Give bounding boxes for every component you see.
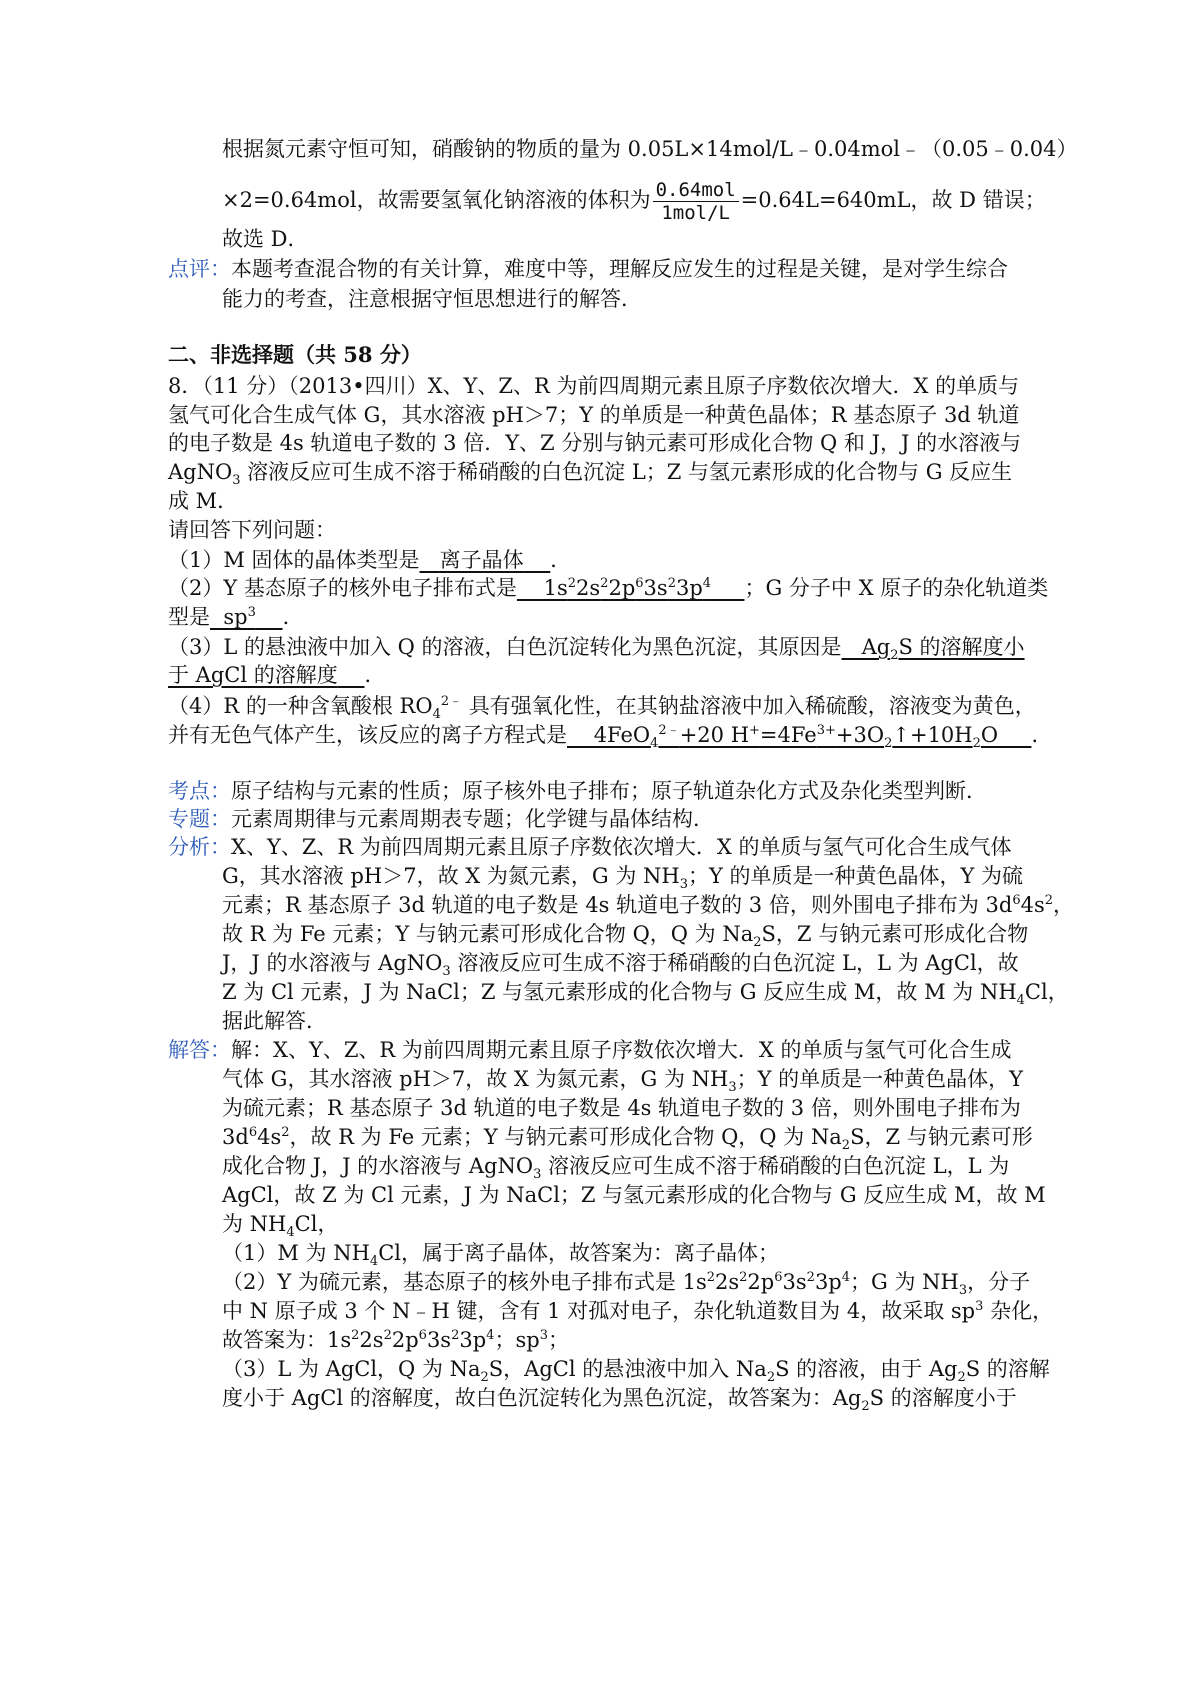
prev-solution-text: ×2=0.64mol，故需要氢氧化钠溶液的体积为 — [222, 188, 651, 212]
jieda-text: 杂化， — [983, 1299, 1054, 1323]
jieda-text: 为 NH — [222, 1212, 287, 1236]
question-line-3: 的电子数是 4s 轨道电子数的 3 倍．Y、Z 分别与钠元素可形成化合物 Q 和 J，J 的水溶液与 — [168, 431, 1022, 455]
punctuation: ． — [282, 605, 304, 629]
sub-question-4b — [168, 720, 1052, 750]
answer-3-text: 于 AgCl 的溶解度 — [168, 663, 338, 687]
fenxi-text: Z 为 Cl 元素，J 为 NaCl；Z 与氢元素形成的化合物与 G 反应生成 M，故 M 为 NH — [222, 980, 1017, 1004]
jieda-line-5: 成化合物 J，J 的水溶液与 AgNO$_3$ 溶液反应可生成不溶于稀硝酸的白色沉淀 L，L 为 — [222, 1154, 1010, 1183]
kaodian-text: 原子结构与元素的性质；原子核外电子排布；原子轨道杂化方式及杂化类型判断． — [231, 779, 987, 803]
answer-blank-sp3: $sp^3$ — [210, 605, 256, 629]
jieda-text: S 的溶液，由于 Ag — [775, 1357, 958, 1381]
sub-question-2b — [168, 602, 304, 632]
comment-line-2: 能力的考查，注意根据守恒思想进行的解答． — [222, 287, 642, 311]
question-prompt: 请回答下列问题： — [168, 518, 336, 542]
fraction-denominator: 1mol/L — [661, 202, 730, 224]
jieda-text: 故答案为： — [222, 1328, 327, 1352]
jieda-text: S，AgCl 的悬浊液中加入 Na — [488, 1357, 767, 1381]
jieda-text: Cl， — [294, 1212, 339, 1236]
jieda-text: 气体 G，其水溶液 pH＞7，故 X 为氮元素，G 为 NH — [222, 1067, 729, 1091]
subscript: 2 — [890, 648, 899, 664]
fenxi-line-1 — [168, 832, 1012, 862]
question-line-2: 氢气可化合生成气体 G，其水溶液 pH＞7；Y 的单质是一种黄色晶体；R 基态原子 3d 轨道 — [168, 403, 1020, 427]
jieda-answer-2c: 故答案为：$1s^22s^22p^63s^23p^4$；$sp^3$； — [222, 1328, 569, 1352]
sub-question-3b — [168, 660, 385, 690]
jieda-line-1 — [168, 1035, 1012, 1065]
jieda-text: （2）Y 为硫元素，基态原子的核外电子排布式是 — [222, 1270, 683, 1294]
fenxi-text: G，其水溶液 pH＞7，故 X 为氮元素，G 为 NH — [222, 864, 680, 888]
jieda-text: ，分子 — [967, 1270, 1031, 1294]
jieda-text: ，故 R 为 Fe 元素；Y 与钠元素可形成化合物 Q，Q 为 Na — [289, 1125, 842, 1149]
jieda-text: 溶液反应可生成不溶于稀硝酸的白色沉淀 L，L 为 — [541, 1154, 1010, 1178]
jieda-text: S，Z 与钠元素可形 — [850, 1125, 1033, 1149]
jieda-text: Cl，属于离子晶体，故答案为：离子晶体； — [378, 1241, 779, 1265]
jieda-answer-3b: 度小于 AgCl 的溶解度，故白色沉淀转化为黑色沉淀，故答案为：$Ag_2S$ 的溶解度小于 — [222, 1386, 1017, 1415]
answer-1: 离子晶体 — [439, 548, 524, 572]
fenxi-text: 故 R 为 Fe 元素；Y 与钠元素可形成化合物 Q，Q 为 Na — [222, 922, 754, 946]
formula-agno3: AgNO — [168, 460, 233, 484]
sub-question-text: （2）Y 基态原子的核外电子排布式是 — [168, 576, 517, 600]
fenxi-text: Cl， — [1024, 980, 1069, 1004]
fenxi-line-2: G，其水溶液 pH＞7，故 X 为氮元素，G 为 $NH_3$；Y 的单质是一种黄色晶体，Y 为硫 — [222, 864, 1024, 893]
sub-question-text: ；G 分子中 X 原子的杂化轨道类 — [744, 576, 1049, 600]
sub-question-text: （3）L 的悬浊液中加入 Q 的溶液，白色沉淀转化为黑色沉淀，其原因是 — [168, 635, 842, 659]
fenxi-label: 分析： — [168, 835, 231, 859]
jieda-text: 解：X、Y、Z、R 为前四周期元素且原子序数依次增大．X 的单质与氢气可化合生成 — [231, 1038, 1012, 1062]
question-line-5: 成 M． — [168, 489, 239, 513]
jieda-text: 中 N 原子成 3 个 N﹣H 键，含有 1 对孤对电子，杂化轨道数目为 4，故采取 sp — [222, 1299, 976, 1323]
kaodian-label: 考点： — [168, 779, 231, 803]
answer-blank-3 — [842, 635, 1025, 664]
fenxi-line-4: 故 R 为 Fe 元素；Y 与钠元素可形成化合物 Q，Q 为 $Na_2S$，Z 与钠元素可形成化合物 — [222, 922, 1029, 951]
jieda-label: 解答： — [168, 1038, 231, 1062]
jieda-text: ； — [547, 1328, 569, 1352]
jieda-text: ；G 为 NH — [850, 1270, 959, 1294]
fenxi-text: S，Z 与钠元素可形成化合物 — [761, 922, 1029, 946]
answer-blank-4: 4FeO$_4^{2﹣}$+20 $H^+=4Fe^{3+}+3O_2↑+10H_2O$ — [567, 723, 1032, 752]
zhuanti-label: 专题： — [168, 807, 231, 831]
fenxi-text: ；Y 的单质是一种黄色晶体，Y 为硫 — [687, 864, 1024, 888]
sub-question-text: （1）M 固体的晶体类型是 — [168, 548, 420, 572]
jieda-text: S 的溶解度小于 — [869, 1386, 1017, 1410]
answer-3-text: S 的溶解度小 — [898, 635, 1025, 659]
fenxi-text: J，J 的水溶液与 AgNO — [222, 951, 443, 975]
fraction-numerator: 0.64mol — [653, 179, 739, 202]
comment-line-1 — [168, 254, 1008, 284]
kaodian-line — [168, 776, 987, 806]
answer-3-text: Ag — [861, 635, 891, 659]
jieda-line-7: 为 $NH_4Cl$， — [222, 1212, 339, 1241]
comment-text: 本题考查混合物的有关计算，难度中等，理解反应发生的过程是关键，是对学生综合 — [231, 257, 1008, 281]
question-line-1: 8．（11 分）（2013•四川）X、Y、Z、R 为前四周期元素且原子序数依次增大．X 的单质与 — [168, 374, 1020, 398]
fenxi-line-5: J，J 的水溶液与 AgNO$_3$ 溶液反应可生成不溶于稀硝酸的白色沉淀 L，L 为 AgCl，故 — [222, 951, 1019, 980]
prev-solution-line-1: 根据氮元素守恒可知，硝酸钠的物质的量为 0.05L×14mol/L﹣0.04mol﹣（0.05﹣0.04） — [222, 137, 1078, 161]
sub-question-text: （4）R 的一种含氧酸根 RO — [168, 694, 433, 718]
jieda-answer-1: （1）M 为 $NH_4Cl$，属于离子晶体，故答案为：离子晶体； — [222, 1241, 779, 1270]
jieda-line-3: 为硫元素；R 基态原子 3d 轨道的电子数是 4s 轨道电子数的 3 倍，则外围电子排布为 — [222, 1096, 1021, 1120]
sub-question-3 — [168, 632, 1025, 662]
section-title: 二、非选择题（共 58 分） — [168, 342, 422, 367]
punctuation: ． — [1031, 723, 1053, 747]
zhuanti-text: 元素周期律与元素周期表专题；化学键与晶体结构． — [231, 807, 714, 831]
jieda-text: 成化合物 J，J 的水溶液与 AgNO — [222, 1154, 534, 1178]
answer-blank-1 — [420, 548, 551, 572]
sub-question-text: 型是 — [168, 605, 210, 629]
prev-solution-text: =0.64L=640mL，故 D 错误； — [740, 188, 1046, 212]
fenxi-text: 元素；R 基态原子 3d 轨道的电子数是 4s 轨道电子数的 3 倍，则外围电子排布为 3d — [222, 893, 1013, 917]
comment-label: 点评： — [168, 257, 231, 281]
zhuanti-line — [168, 804, 714, 834]
subscript: 3 — [232, 473, 241, 489]
question-text: 溶液反应可生成不溶于稀硝酸的白色沉淀 L；Z 与氢元素形成的化合物与 G 反应生 — [240, 460, 1013, 484]
answer-blank-2: $1s^22s^22p^63s^23p^4$ — [516, 576, 712, 600]
prev-solution-line-3: 故选 D． — [222, 227, 309, 251]
jieda-text: ；sp — [494, 1328, 540, 1352]
fenxi-text: X、Y、Z、R 为前四周期元素且原子序数依次增大．X 的单质与氢气可化合生成气体 — [231, 835, 1012, 859]
jieda-line-2: 气体 G，其水溶液 pH＞7，故 X 为氮元素，G 为 $NH_3$；Y 的单质是一种黄色晶体，Y — [222, 1067, 1024, 1096]
jieda-text: ；Y 的单质是一种黄色晶体，Y — [736, 1067, 1024, 1091]
jieda-line-4: $3d^64s^2$，故 R 为 Fe 元素；Y 与钠元素可形成化合物 Q，Q 为 $Na_2S$，Z 与钠元素可形 — [222, 1125, 1033, 1154]
fenxi-line-7: 据此解答． — [222, 1009, 327, 1033]
jieda-answer-2: （2）Y 为硫元素，基态原子的核外电子排布式是 $1s^22s^22p^63s^23p^4$；G 为 $NH_3$，分子 — [222, 1270, 1031, 1299]
sub-question-2 — [168, 573, 1048, 603]
jieda-text: （1）M 为 NH — [222, 1241, 370, 1265]
prev-solution-line-2 — [222, 179, 1046, 224]
fenxi-line-3: 元素；R 基态原子 3d 轨道的电子数是 4s 轨道电子数的 3 倍，则外围电子排布为 $3d^64s^2$， — [222, 893, 1075, 917]
question-line-4 — [168, 457, 1012, 487]
sub-question-text: 具有强氧化性，在其钠盐溶液中加入稀硫酸，溶液变为黄色， — [462, 694, 1036, 718]
jieda-text: S 的溶解 — [965, 1357, 1050, 1381]
punctuation: ． — [364, 663, 386, 687]
sub-question-text: 并有无色气体产生，该反应的离子方程式是 — [168, 723, 567, 747]
fenxi-line-6: Z 为 Cl 元素，J 为 NaCl；Z 与氢元素形成的化合物与 G 反应生成 M，故 M 为 $NH_4Cl$， — [222, 980, 1069, 1009]
punctuation: ． — [550, 548, 572, 572]
fenxi-text: 溶液反应可生成不溶于稀硝酸的白色沉淀 L，L 为 AgCl，故 — [450, 951, 1019, 975]
jieda-answer-3: （3）L 为 AgCl，Q 为 $Na_2S$，AgCl 的悬浊液中加入 $Na_2S$ 的溶液，由于 $Ag_2S$ 的溶解 — [222, 1357, 1050, 1386]
sub-question-1 — [168, 545, 571, 575]
sub-question-4: （4）R 的一种含氧酸根 $RO_4^{2﹣}$ 具有强氧化性，在其钠盐溶液中加入稀硫酸，溶液变为黄色， — [168, 694, 1036, 723]
jieda-line-6: AgCl，故 Z 为 Cl 元素，J 为 NaCl；Z 与氢元素形成的化合物与 G 反应生成 M，故 M — [222, 1183, 1046, 1207]
volume-fraction — [653, 179, 739, 224]
answer-blank-3-cont — [168, 663, 364, 687]
jieda-text: （3）L 为 AgCl，Q 为 Na — [222, 1357, 481, 1381]
jieda-answer-2b: 中 N 原子成 3 个 N﹣H 键，含有 1 对孤对电子，杂化轨道数目为 4，故采取 $sp^3$ 杂化， — [222, 1299, 1054, 1323]
jieda-text: 度小于 AgCl 的溶解度，故白色沉淀转化为黑色沉淀，故答案为：Ag — [222, 1386, 862, 1410]
